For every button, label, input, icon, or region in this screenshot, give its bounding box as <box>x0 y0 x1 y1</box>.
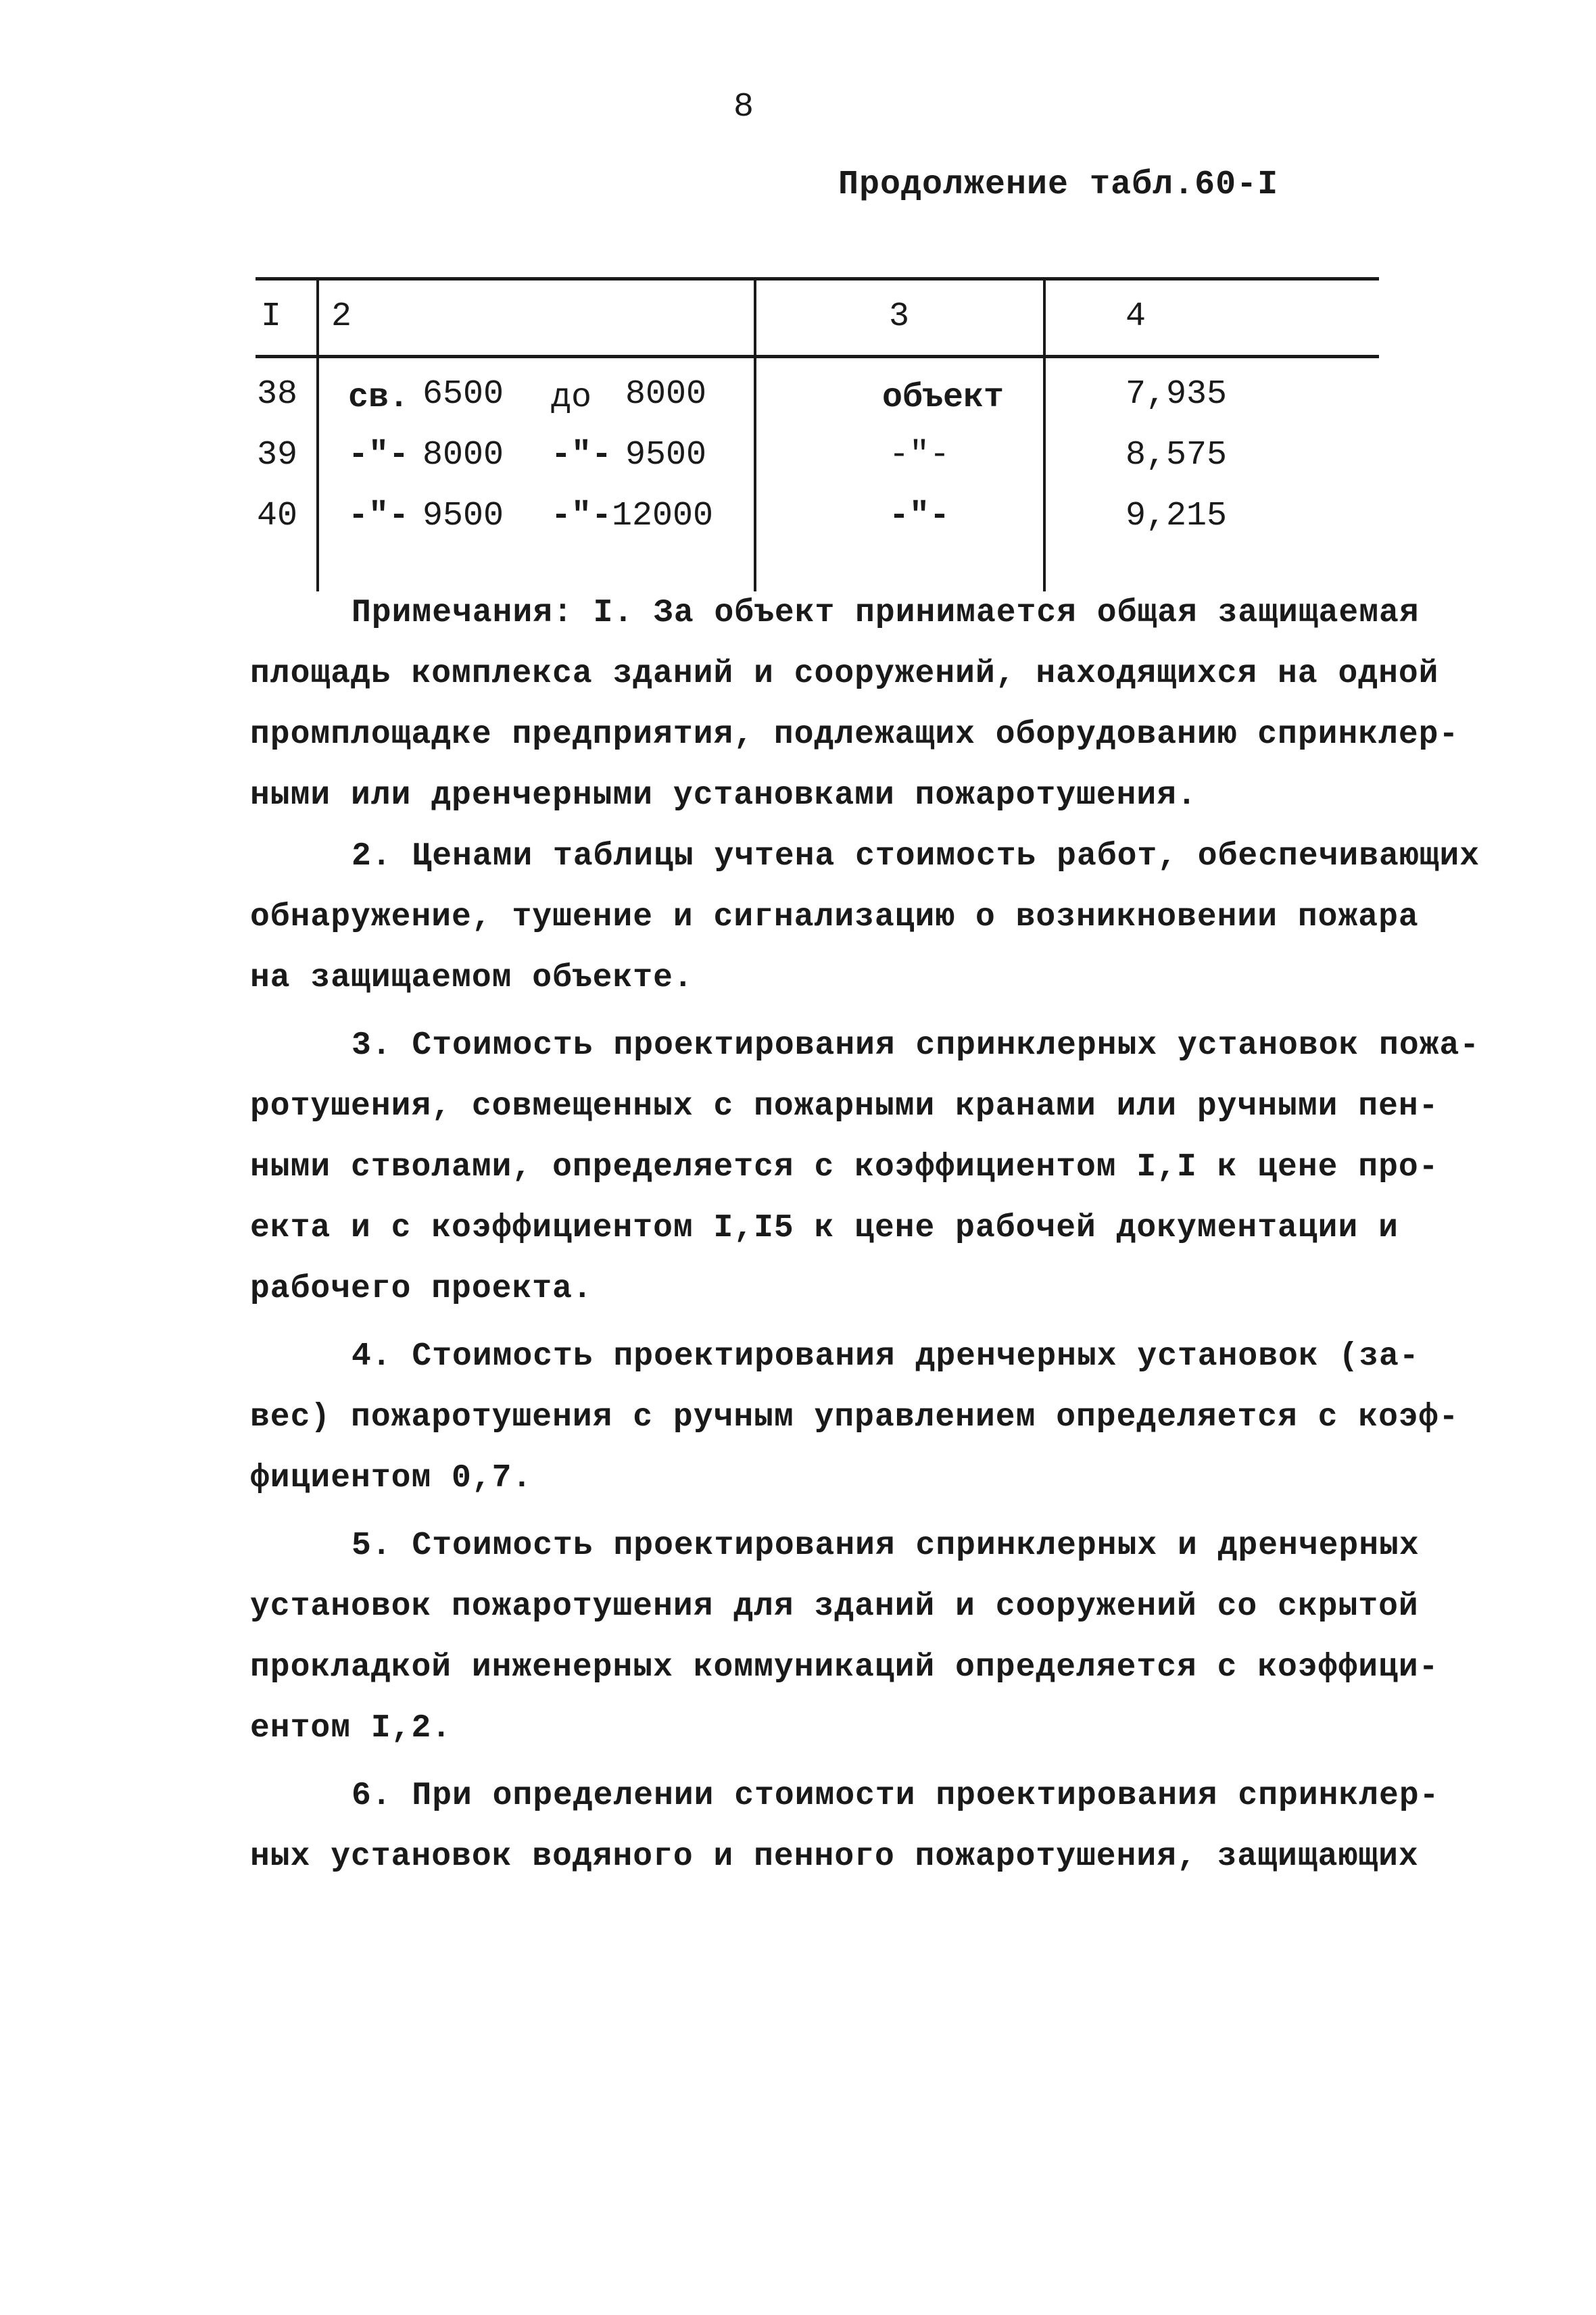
range-from-value: 8000 <box>422 436 504 474</box>
note-line: промплощадке предприятия, подлежащих оборудованию спринклер- <box>250 716 1459 753</box>
note-line: фициентом 0,7. <box>250 1460 533 1496</box>
range-to-label: -"- <box>551 436 612 474</box>
price-cell: 8,575 <box>1126 436 1228 474</box>
table-header-cell: 2 <box>331 297 352 336</box>
note-line: рабочего проекта. <box>250 1271 593 1307</box>
range-to-label: до <box>551 379 592 417</box>
range-from-value: 6500 <box>422 375 504 414</box>
table-row-number: 39 <box>257 436 298 474</box>
unit-cell: -"- <box>889 497 950 535</box>
range-to-value: 8000 <box>625 375 707 414</box>
unit-cell: -"- <box>889 436 950 474</box>
note-line: на защищаемом объекте. <box>250 960 694 996</box>
table-col-divider <box>1043 277 1046 591</box>
note-line: ротушения, совмещенных с пожарными кранами или ручными пен- <box>250 1088 1439 1125</box>
note-line: прокладкой инженерных коммуникаций определяется с коэффици- <box>250 1649 1439 1686</box>
table-header-cell: I <box>261 297 282 336</box>
range-from-label: -"- <box>348 436 410 474</box>
note-line: площадь комплекса зданий и сооружений, находящихся на одной <box>250 656 1439 692</box>
note-line: екта и с коэффициентом I,I5 к цене рабочей документации и <box>250 1210 1399 1246</box>
note-line: установок пожаротушения для зданий и сооружений со скрытой <box>250 1588 1419 1625</box>
note-line: ентом I,2. <box>250 1710 452 1747</box>
note-line: ных установок водяного и пенного пожаротушения, защищающих <box>250 1838 1419 1875</box>
note-line: 4. Стоимость проектирования дренчерных установок (за- <box>352 1338 1420 1375</box>
table-row-number: 40 <box>257 497 298 535</box>
note-line: 5. Стоимость проектирования спринклерных и дренчерных <box>352 1528 1420 1564</box>
table-col-divider <box>754 277 756 591</box>
table-row-number: 38 <box>257 375 298 414</box>
note-line: ными стволами, определяется с коэффициентом I,I к цене про- <box>250 1149 1439 1186</box>
note-line: обнаружение, тушение и сигнализацию о возникновении пожара <box>250 899 1419 935</box>
note-line: Примечания: I. За объект принимается общая защищаемая <box>352 595 1420 631</box>
table-continuation-label: Продолжение табл.60-I <box>838 166 1279 204</box>
range-to-value: 12000 <box>612 497 714 535</box>
table-header-cell: 3 <box>889 297 910 336</box>
price-table <box>256 277 1379 591</box>
note-line: 3. Стоимость проектирования спринклерных установок пожа- <box>352 1027 1480 1064</box>
range-from-value: 9500 <box>422 497 504 535</box>
table-top-rule <box>256 277 1379 281</box>
page-number: 8 <box>733 88 754 126</box>
unit-cell: объект <box>882 379 1005 417</box>
table-col-divider <box>316 277 319 591</box>
range-to-label: -"- <box>551 497 612 535</box>
note-line: 2. Ценами таблицы учтена стоимость работ, обеспечивающих <box>352 838 1480 875</box>
range-to-value: 9500 <box>625 436 707 474</box>
note-line: вес) пожаротушения с ручным управлением определяется с коэф- <box>250 1399 1459 1436</box>
note-line: 6. При определении стоимости проектирования спринклер- <box>352 1778 1440 1814</box>
table-header-rule <box>256 355 1379 358</box>
range-from-label: св. <box>348 379 410 417</box>
note-line: ными или дренчерными установками пожаротушения. <box>250 777 1197 814</box>
range-from-label: -"- <box>348 497 410 535</box>
price-cell: 9,215 <box>1126 497 1228 535</box>
table-header-cell: 4 <box>1126 297 1146 336</box>
price-cell: 7,935 <box>1126 375 1228 414</box>
